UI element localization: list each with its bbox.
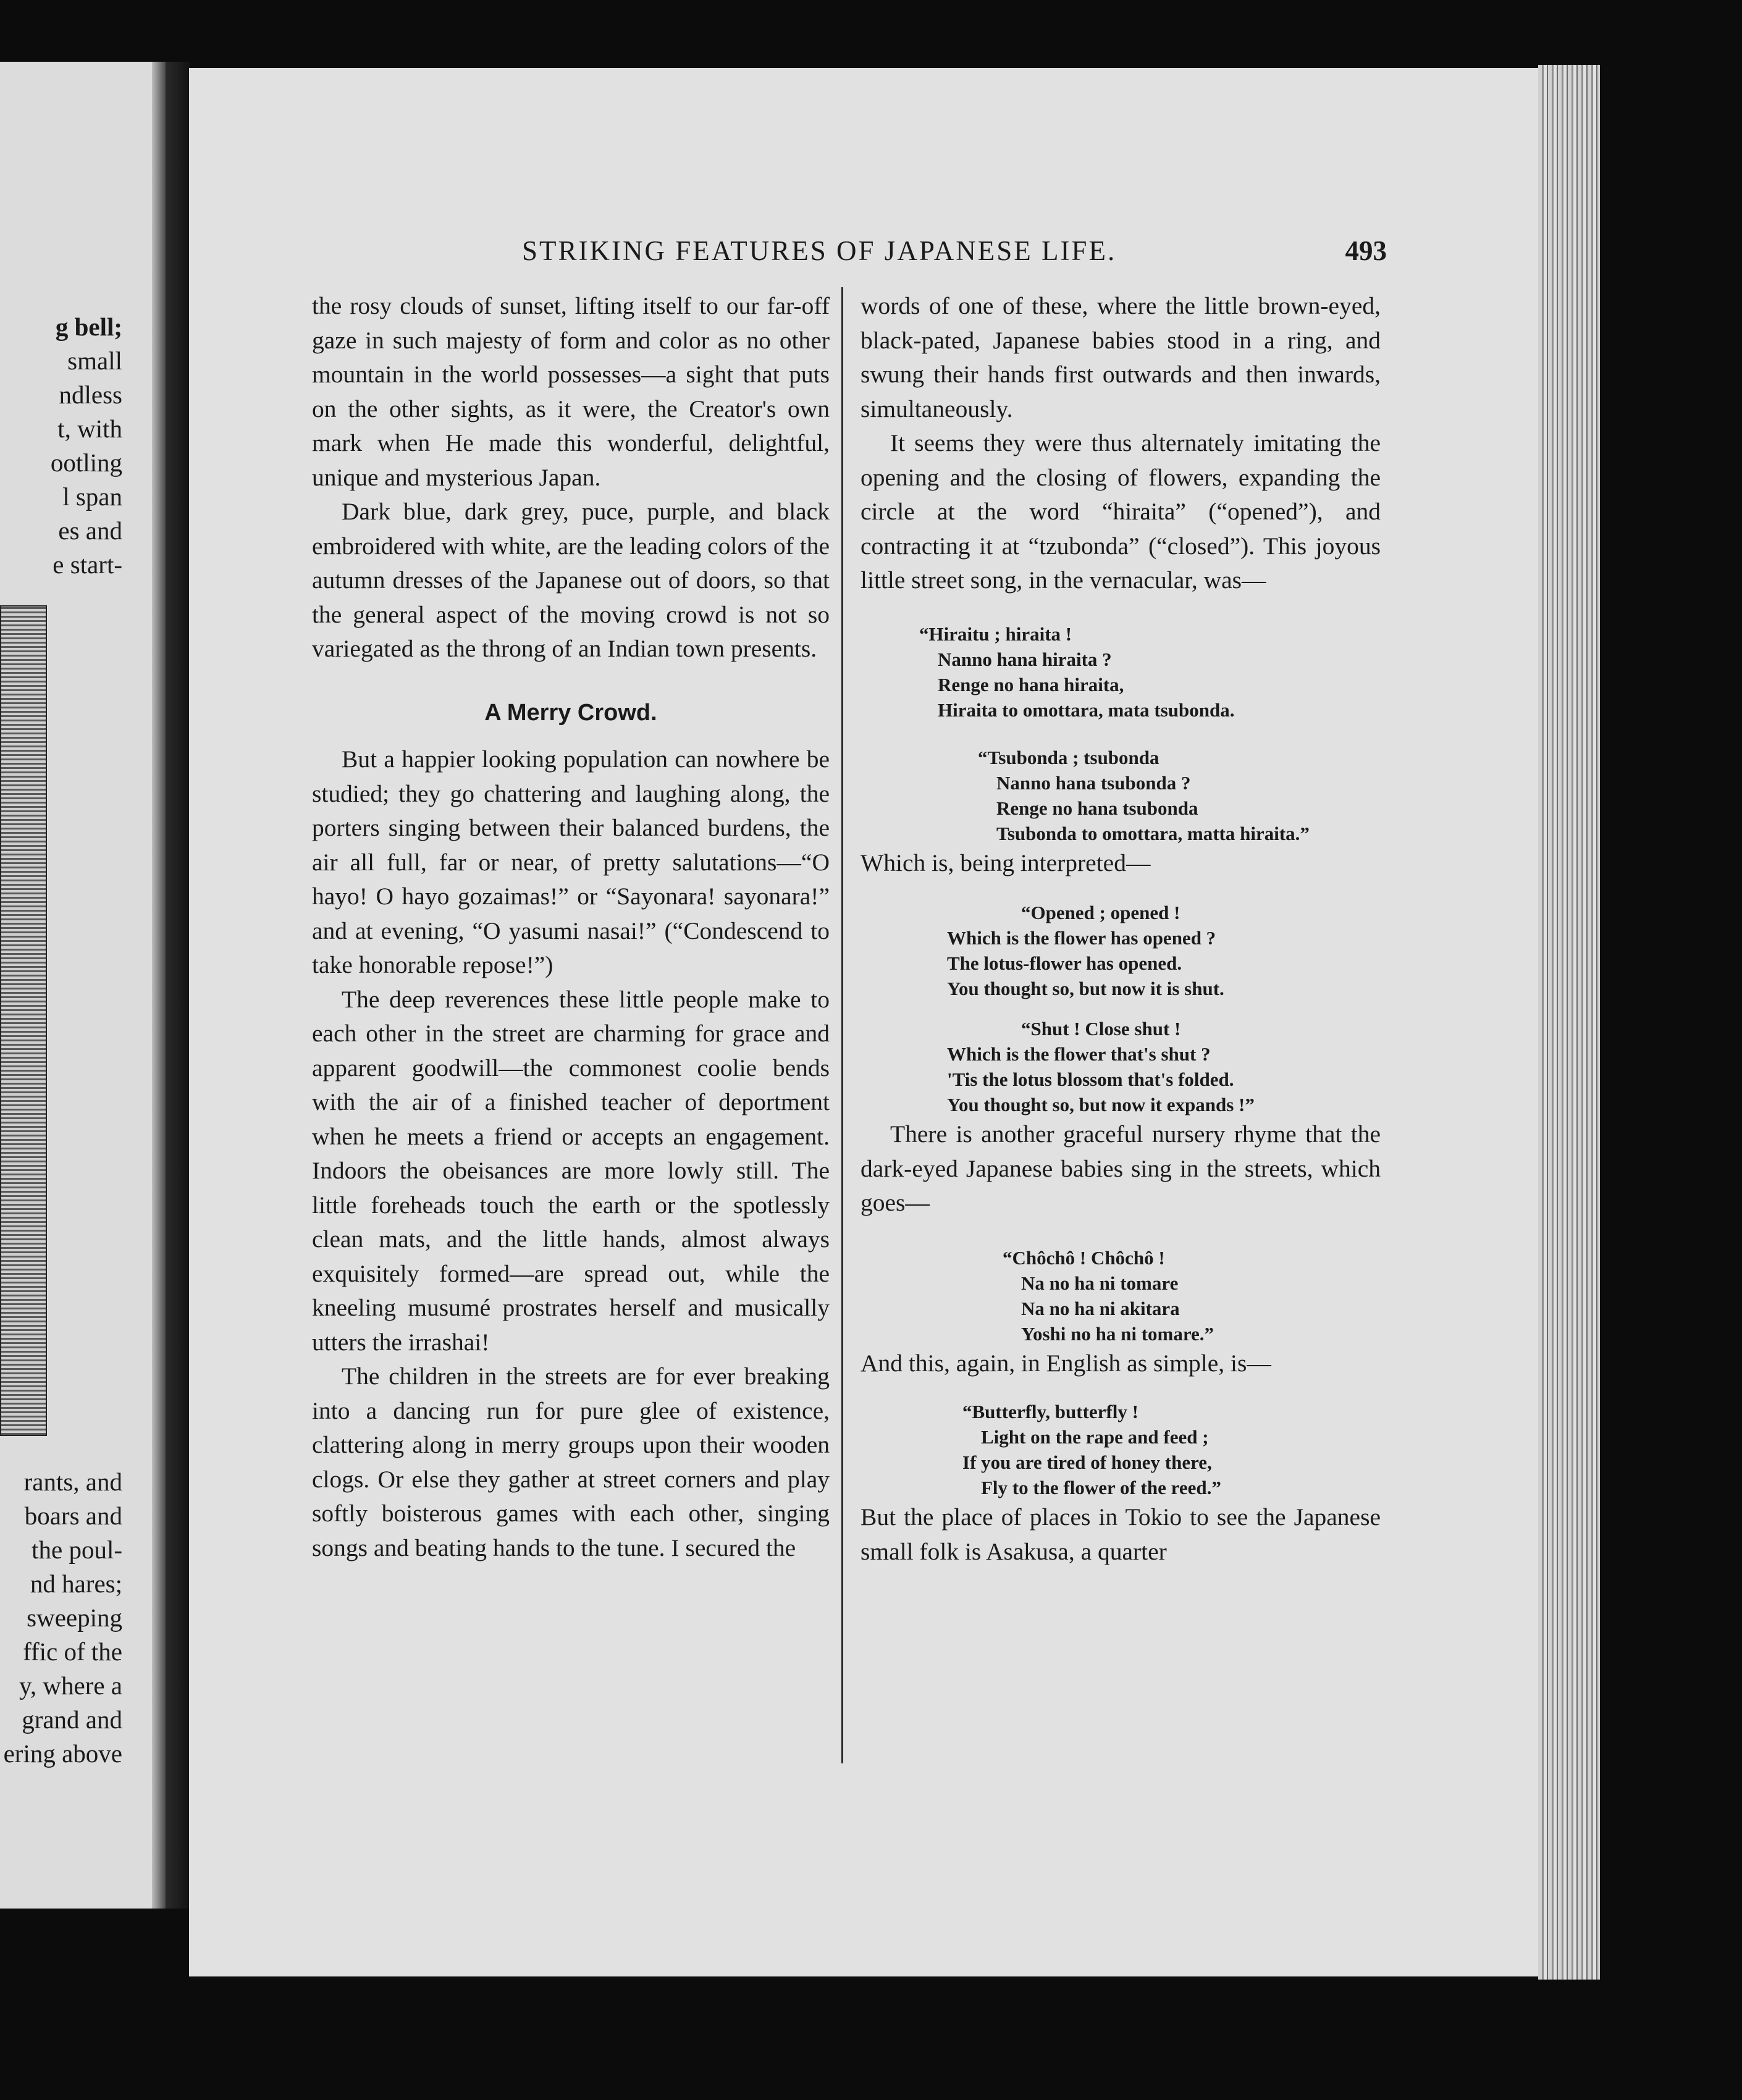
fragment-line: the poul- bbox=[32, 1535, 122, 1564]
verse-hiraita bbox=[919, 621, 1381, 723]
page-stack-edge bbox=[1538, 65, 1600, 1980]
verse-line: Which is the flower has opened ? bbox=[947, 927, 1216, 949]
verse-opened bbox=[947, 900, 1381, 1001]
page-number: 493 bbox=[1345, 235, 1387, 266]
paragraph: But a happier looking population can nowhere be studied; they go chattering and laughing along, the porters singing between their balanced burdens, the air all full, far or near, of pretty salutations—“O hayo! O hayo gozaimas!” or “Sayonara! sayonara!” and at evening, “O yasumi nasai!” (“Condescend to take honorable repose!”) bbox=[312, 746, 830, 978]
verse-line: Nanno hana tsubonda ? bbox=[996, 771, 1191, 794]
fragment-line: ffic of the bbox=[23, 1637, 122, 1666]
fragment-line: es and bbox=[58, 516, 122, 545]
section-heading: A Merry Crowd. bbox=[484, 699, 657, 726]
verse-line: If you are tired of honey there, bbox=[962, 1451, 1212, 1473]
verse-line: Fly to the flower of the reed.” bbox=[981, 1477, 1221, 1498]
verse-line: Light on the rape and feed ; bbox=[981, 1426, 1209, 1448]
facing-page-fragment bbox=[0, 62, 166, 1909]
paragraph: Which is, being interpreted— bbox=[860, 849, 1151, 876]
paragraph: words of one of these, where the little brown-eyed, black-pated, Japanese babies stood in a ring, and swung their hands first outwards and then inwards, simultaneously. bbox=[860, 292, 1381, 422]
page-edge-shadow bbox=[152, 62, 166, 1909]
running-header bbox=[522, 235, 1387, 278]
verse-shut bbox=[947, 1016, 1381, 1117]
verse-line: 'Tis the lotus blossom that's folded. bbox=[947, 1069, 1234, 1090]
verse-line: Renge no hana hiraita, bbox=[938, 673, 1124, 695]
fragment-line: ootling bbox=[50, 448, 122, 477]
paragraph: But the place of places in Tokio to see the Japanese small folk is Asakusa, a quarter bbox=[860, 1503, 1381, 1565]
right-column bbox=[860, 289, 1381, 1569]
verse-line: Na no ha ni akitara bbox=[1021, 1297, 1180, 1319]
verse-line: “Butterfly, butterfly ! bbox=[962, 1401, 1138, 1422]
verse-line: “Tsubonda ; tsubonda bbox=[978, 746, 1159, 768]
verse-line: Na no ha ni tomare bbox=[1021, 1272, 1179, 1294]
fragment-line: e start- bbox=[53, 550, 122, 579]
fragment-line: boars and bbox=[24, 1502, 122, 1530]
running-title: STRIKING FEATURES OF JAPANESE LIFE. bbox=[522, 235, 1117, 266]
verse-line: “Shut ! Close shut ! bbox=[1021, 1018, 1181, 1040]
verse-line: You thought so, but now it is shut. bbox=[947, 978, 1224, 999]
column-rule bbox=[841, 287, 843, 1763]
verse-line: Tsubonda to omottara, matta hiraita.” bbox=[996, 822, 1310, 844]
verse-line: The lotus-flower has opened. bbox=[947, 952, 1182, 974]
fragment-line: sweeping bbox=[27, 1603, 122, 1632]
paragraph: There is another graceful nursery rhyme that the dark-eyed Japanese babies sing in the streets, which goes— bbox=[860, 1120, 1381, 1216]
paragraph: The deep reverences these little people make to each other in the street are charming for grace and apparent goodwill—the commonest coolie bends with the air of a finished teacher of deportment when he meets a friend or accepts an engagement. Indoors the obeisances are more lowly still. The little foreheads touch the earth or the spotlessly clean mats, and the little hands, almost always exquisitely formed—are spread out, while the kneeling musumé prostrates herself and musically utters the irrashai! bbox=[312, 985, 830, 1356]
verse-line: Renge no hana tsubonda bbox=[996, 797, 1198, 819]
paragraph: It seems they were thus alternately imitating the opening and the closing of flowers, expanding the circle at the word “hiraita” (“opened”), and contracting it at “tzubonda” (“closed”). This joyous little street song, in the vernacular, was— bbox=[860, 429, 1381, 594]
verse-line: “Chôchô ! Chôchô ! bbox=[1003, 1246, 1165, 1269]
engraving-illustration-fragment bbox=[0, 605, 47, 1436]
verse-line: Hiraita to omottara, mata tsubonda. bbox=[938, 699, 1235, 721]
verse-chocho bbox=[1003, 1245, 1381, 1346]
verse-tsubonda bbox=[978, 745, 1381, 846]
verse-line: “Hiraitu ; hiraita ! bbox=[919, 623, 1072, 645]
fragment-line: t, with bbox=[57, 414, 122, 443]
left-column bbox=[312, 289, 830, 1565]
fragment-line: grand and bbox=[22, 1705, 122, 1734]
fragment-line: g bell; bbox=[55, 313, 122, 341]
verse-line: You thought so, but now it expands !” bbox=[947, 1094, 1255, 1115]
verse-line: Yoshi no ha ni tomare.” bbox=[1021, 1322, 1214, 1345]
paragraph: And this, again, in English as simple, is— bbox=[860, 1349, 1271, 1377]
book-gutter bbox=[166, 62, 190, 1909]
paragraph: Dark blue, dark grey, puce, purple, and black embroidered with white, are the leading colors of the autumn dresses of the Japanese out of doors, so that the general aspect of the moving crowd is not so variegated as the throng of an Indian town presents. bbox=[312, 498, 830, 662]
fragment-line: nd hares; bbox=[30, 1569, 122, 1598]
paragraph: the rosy clouds of sunset, lifting itself to our far-off gaze in such majesty of form and color as no other mountain in the world possesses—a sight that puts on the other sights, as it were, the Creator's own mark when He made this wonderful, delightful, unique and mysterious Japan. bbox=[312, 292, 830, 491]
verse-line: Which is the flower that's shut ? bbox=[947, 1043, 1211, 1065]
verse-line: Nanno hana hiraita ? bbox=[938, 648, 1112, 670]
fragment-line: small bbox=[67, 346, 122, 375]
verse-butterfly bbox=[962, 1399, 1381, 1500]
fragment-line: ering above bbox=[3, 1739, 122, 1768]
paragraph: The children in the streets are for ever breaking into a dancing run for pure glee of existence, clattering along in merry groups upon their wooden clogs. Or else they gather at street corners and play softly boisterous games with each other, singing songs and beating hands to the tune. I secured the bbox=[312, 1363, 830, 1561]
fragment-line: rants, and bbox=[23, 1468, 122, 1496]
fragment-line: ndless bbox=[59, 380, 122, 409]
fragment-line: y, where a bbox=[19, 1671, 122, 1700]
fragment-line: l span bbox=[62, 482, 122, 511]
verse-line: “Opened ; opened ! bbox=[1021, 902, 1180, 923]
